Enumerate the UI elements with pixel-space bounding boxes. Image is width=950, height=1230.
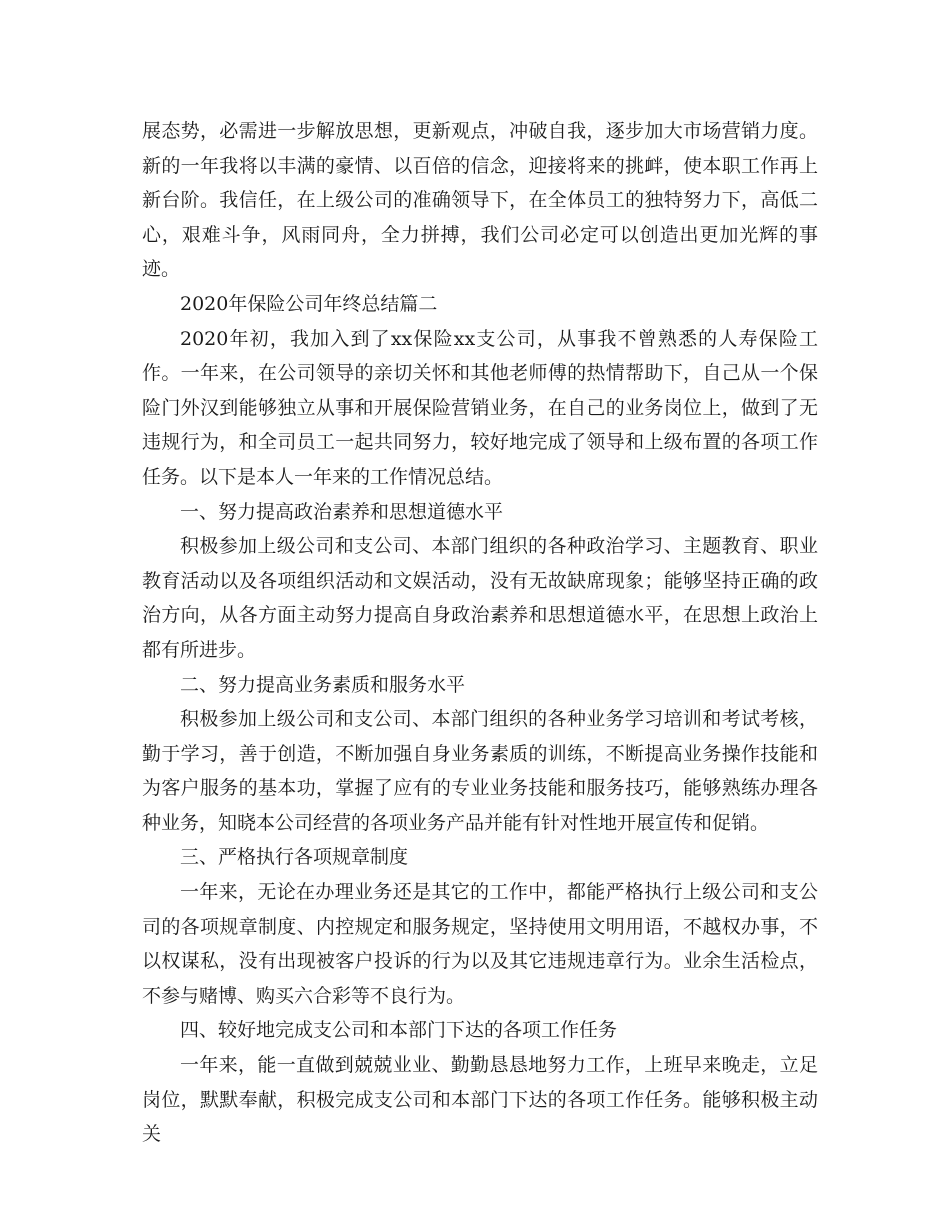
heading-business-quality: 二、努力提高业务素质和服务水平 <box>180 673 466 696</box>
paragraph-rules: 一年来，无论在办理业务还是其它的工作中，都能严格执行上级公司和支公司的各项规章制度、内控规定和服务规定，坚持使用文明用语，不越权办事，不以权谋私，没有出现被客户投诉的行为以及其它违规违章行为。业余生活检点，不参与赌博、购买六合彩等不良行为。 <box>142 881 818 1007</box>
paragraph-intro: 2020年初，我加入到了xx保险xx支公司，从事我不曾熟悉的人寿保险工作。一年来，在公司领导的亲切关怀和其他老师傅的热情帮助下，自己从一个保险门外汉到能够独立从事和开展保险营销业务，在自己的业务岗位上，做到了无违规行为，和全司员工一起共同努力，较好地完成了领导和上级布置的各项工作任务。以下是本人一年来的工作情况总结。 <box>142 327 818 488</box>
paragraph-continuation: 展态势，必需进一步解放思想，更新观点，冲破自我，逐步加大市场营销力度。新的一年我将以丰满的豪情、以百倍的信念，迎接将来的挑衅，使本职工作再上新台阶。我信任，在上级公司的准确领导下，在全体员工的独特努力下，高低二心，艰难斗争，风雨同舟，全力拼搏，我们公司必定可以创造出更加光辉的事迹。 <box>142 120 818 281</box>
document-body <box>142 114 818 1152</box>
section-title-part-two: 2020年保险公司年终总结篇二 <box>180 292 438 315</box>
paragraph-political-quality: 积极参加上级公司和支公司、本部门组织的各种政治学习、主题教育、职业教育活动以及各项组织活动和文娱活动，没有无故缺席现象；能够坚持正确的政治方向，从各方面主动努力提高自身政治素养和思想道德水平，在思想上政治上都有所进步。 <box>142 535 818 661</box>
heading-political-quality: 一、努力提高政治素养和思想道德水平 <box>180 500 504 523</box>
paragraph-tasks: 一年来，能一直做到兢兢业业、勤勤恳恳地努力工作，上班早来晚走，立足岗位，默默奉献，积极完成支公司和本部门下达的各项工作任务。能够积极主动关 <box>142 1054 818 1146</box>
paragraph-business-quality: 积极参加上级公司和支公司、本部门组织的各种业务学习培训和考试考核，勤于学习，善于创造，不断加强自身业务素质的训练，不断提高业务操作技能和为客户服务的基本功，掌握了应有的专业业务技能和服务技巧，能够熟练办理各种业务，知晓本公司经营的各项业务产品并能有针对性地开展宣传和促销。 <box>142 708 818 834</box>
heading-rules: 三、严格执行各项规章制度 <box>180 846 409 869</box>
heading-tasks: 四、较好地完成支公司和本部门下达的各项工作任务 <box>180 1019 618 1042</box>
